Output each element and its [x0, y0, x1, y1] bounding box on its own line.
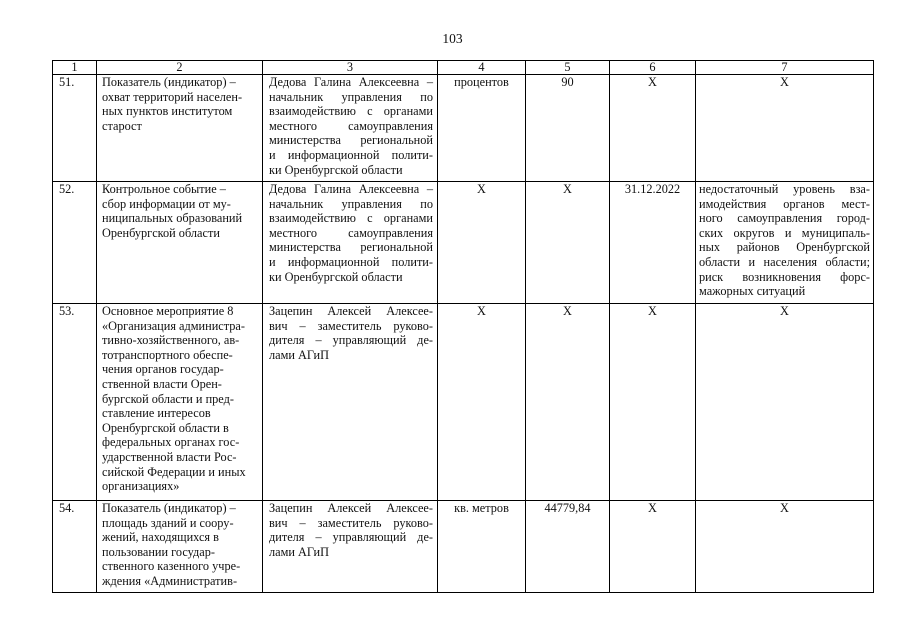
row-note: [696, 501, 874, 593]
row-responsible: [263, 75, 438, 182]
text-line: Зацепин Алексей Алексее-: [269, 501, 433, 515]
text-line: тотранспортного обеспе-: [102, 347, 233, 362]
row-note: [696, 75, 874, 182]
text-line: Оренбургской области: [102, 225, 220, 240]
text-line: области и населения области;: [699, 254, 870, 269]
text-line: Х: [780, 75, 789, 89]
text-line: дителя – управляющий де-: [269, 530, 433, 545]
text-line: и информационной полити-: [269, 147, 433, 162]
text-line: начальник управления по: [269, 89, 433, 104]
text-line: ждения «Административ-: [102, 573, 238, 588]
column-header-row: [53, 61, 874, 75]
text-line: ственного казенного учре-: [102, 559, 241, 574]
text-line: федеральных органах гос-: [102, 435, 240, 450]
text-line: местного самоуправления: [269, 225, 433, 240]
column-header: 3: [263, 61, 438, 75]
row-unit: Х: [438, 304, 526, 501]
text-line: «Организация администра-: [102, 318, 245, 333]
row-value: 44779,84: [526, 501, 610, 593]
text-line: Основное мероприятие 8: [102, 304, 234, 318]
text-line: Оренбургской области в: [102, 420, 229, 435]
row-number: 54.: [53, 501, 97, 593]
table-row: [53, 182, 874, 304]
text-line: местного самоуправления: [269, 118, 433, 133]
column-header: 4: [438, 61, 526, 75]
text-line: Х: [780, 501, 789, 515]
text-line: лами АГиП: [269, 347, 330, 362]
text-line: мажорных ситуаций: [699, 284, 806, 299]
row-date: Х: [610, 304, 696, 501]
row-name: [97, 501, 263, 593]
row-date: 31.12.2022: [610, 182, 696, 304]
text-line: охват территорий населен-: [102, 89, 243, 104]
plan-table: [52, 60, 874, 593]
row-date: Х: [610, 75, 696, 182]
text-line: лами АГиП: [269, 544, 330, 559]
text-line: взаимодействию с органами: [269, 104, 433, 119]
column-header: 6: [610, 61, 696, 75]
text-line: бургской области и пред-: [102, 391, 234, 406]
text-line: ки Оренбургской области: [269, 269, 403, 284]
column-header: 7: [696, 61, 874, 75]
table-row: [53, 75, 874, 182]
text-line: ственной власти Орен-: [102, 376, 222, 391]
row-unit: кв. метров: [438, 501, 526, 593]
row-name: [97, 304, 263, 501]
row-value: Х: [526, 182, 610, 304]
text-line: начальник управления по: [269, 196, 433, 211]
text-line: Х: [780, 304, 789, 318]
table-row: [53, 304, 874, 501]
text-line: жений, находящихся в: [102, 530, 219, 545]
text-line: старост: [102, 118, 142, 133]
text-line: ских округов и муниципаль-: [699, 225, 870, 240]
text-line: ного самоуправления город-: [699, 211, 870, 226]
row-unit: Х: [438, 182, 526, 304]
text-line: вич – заместитель руково-: [269, 318, 433, 333]
text-line: министерства региональной: [269, 133, 433, 148]
text-line: Контрольное событие –: [102, 182, 226, 196]
text-line: ударственной власти Рос-: [102, 449, 237, 464]
row-responsible: [263, 304, 438, 501]
row-note: [696, 182, 874, 304]
text-line: пользовании государ-: [102, 544, 215, 559]
text-line: тивно-хозяйственного, ав-: [102, 333, 240, 348]
text-line: Дедова Галина Алексеевна –: [269, 182, 433, 196]
row-name: [97, 182, 263, 304]
text-line: площадь зданий и соору-: [102, 515, 234, 530]
row-responsible: [263, 501, 438, 593]
column-header: 1: [53, 61, 97, 75]
row-number: 52.: [53, 182, 97, 304]
text-line: чения органов государ-: [102, 362, 224, 377]
row-name: [97, 75, 263, 182]
text-line: ставление интересов: [102, 406, 211, 421]
text-line: имодействия органов мест-: [699, 196, 870, 211]
row-number: 53.: [53, 304, 97, 501]
row-value: 90: [526, 75, 610, 182]
text-line: ных пунктов институтом: [102, 104, 233, 119]
row-number: 51.: [53, 75, 97, 182]
column-header: 5: [526, 61, 610, 75]
row-value: Х: [526, 304, 610, 501]
text-line: Показатель (индикатор) –: [102, 501, 236, 515]
text-line: ниципальных образований: [102, 211, 243, 226]
row-unit: процентов: [438, 75, 526, 182]
text-line: организациях»: [102, 479, 180, 494]
table-row: [53, 501, 874, 593]
text-line: взаимодействию с органами: [269, 211, 433, 226]
text-line: Зацепин Алексей Алексее-: [269, 304, 433, 318]
text-line: сбор информации от му-: [102, 196, 231, 211]
text-line: вич – заместитель руково-: [269, 515, 433, 530]
column-header: 2: [97, 61, 263, 75]
text-line: риск возникновения форс-: [699, 269, 870, 284]
text-line: Показатель (индикатор) –: [102, 75, 236, 89]
row-date: Х: [610, 501, 696, 593]
text-line: недостаточный уровень вза-: [699, 182, 870, 196]
text-line: ных районов Оренбургской: [699, 240, 870, 255]
row-note: [696, 304, 874, 501]
text-line: ки Оренбургской области: [269, 162, 403, 177]
text-line: министерства региональной: [269, 240, 433, 255]
text-line: сийской Федерации и иных: [102, 464, 246, 479]
page-number: 103: [442, 31, 463, 46]
text-line: дителя – управляющий де-: [269, 333, 433, 348]
text-line: и информационной полити-: [269, 254, 433, 269]
text-line: Дедова Галина Алексеевна –: [269, 75, 433, 89]
row-responsible: [263, 182, 438, 304]
